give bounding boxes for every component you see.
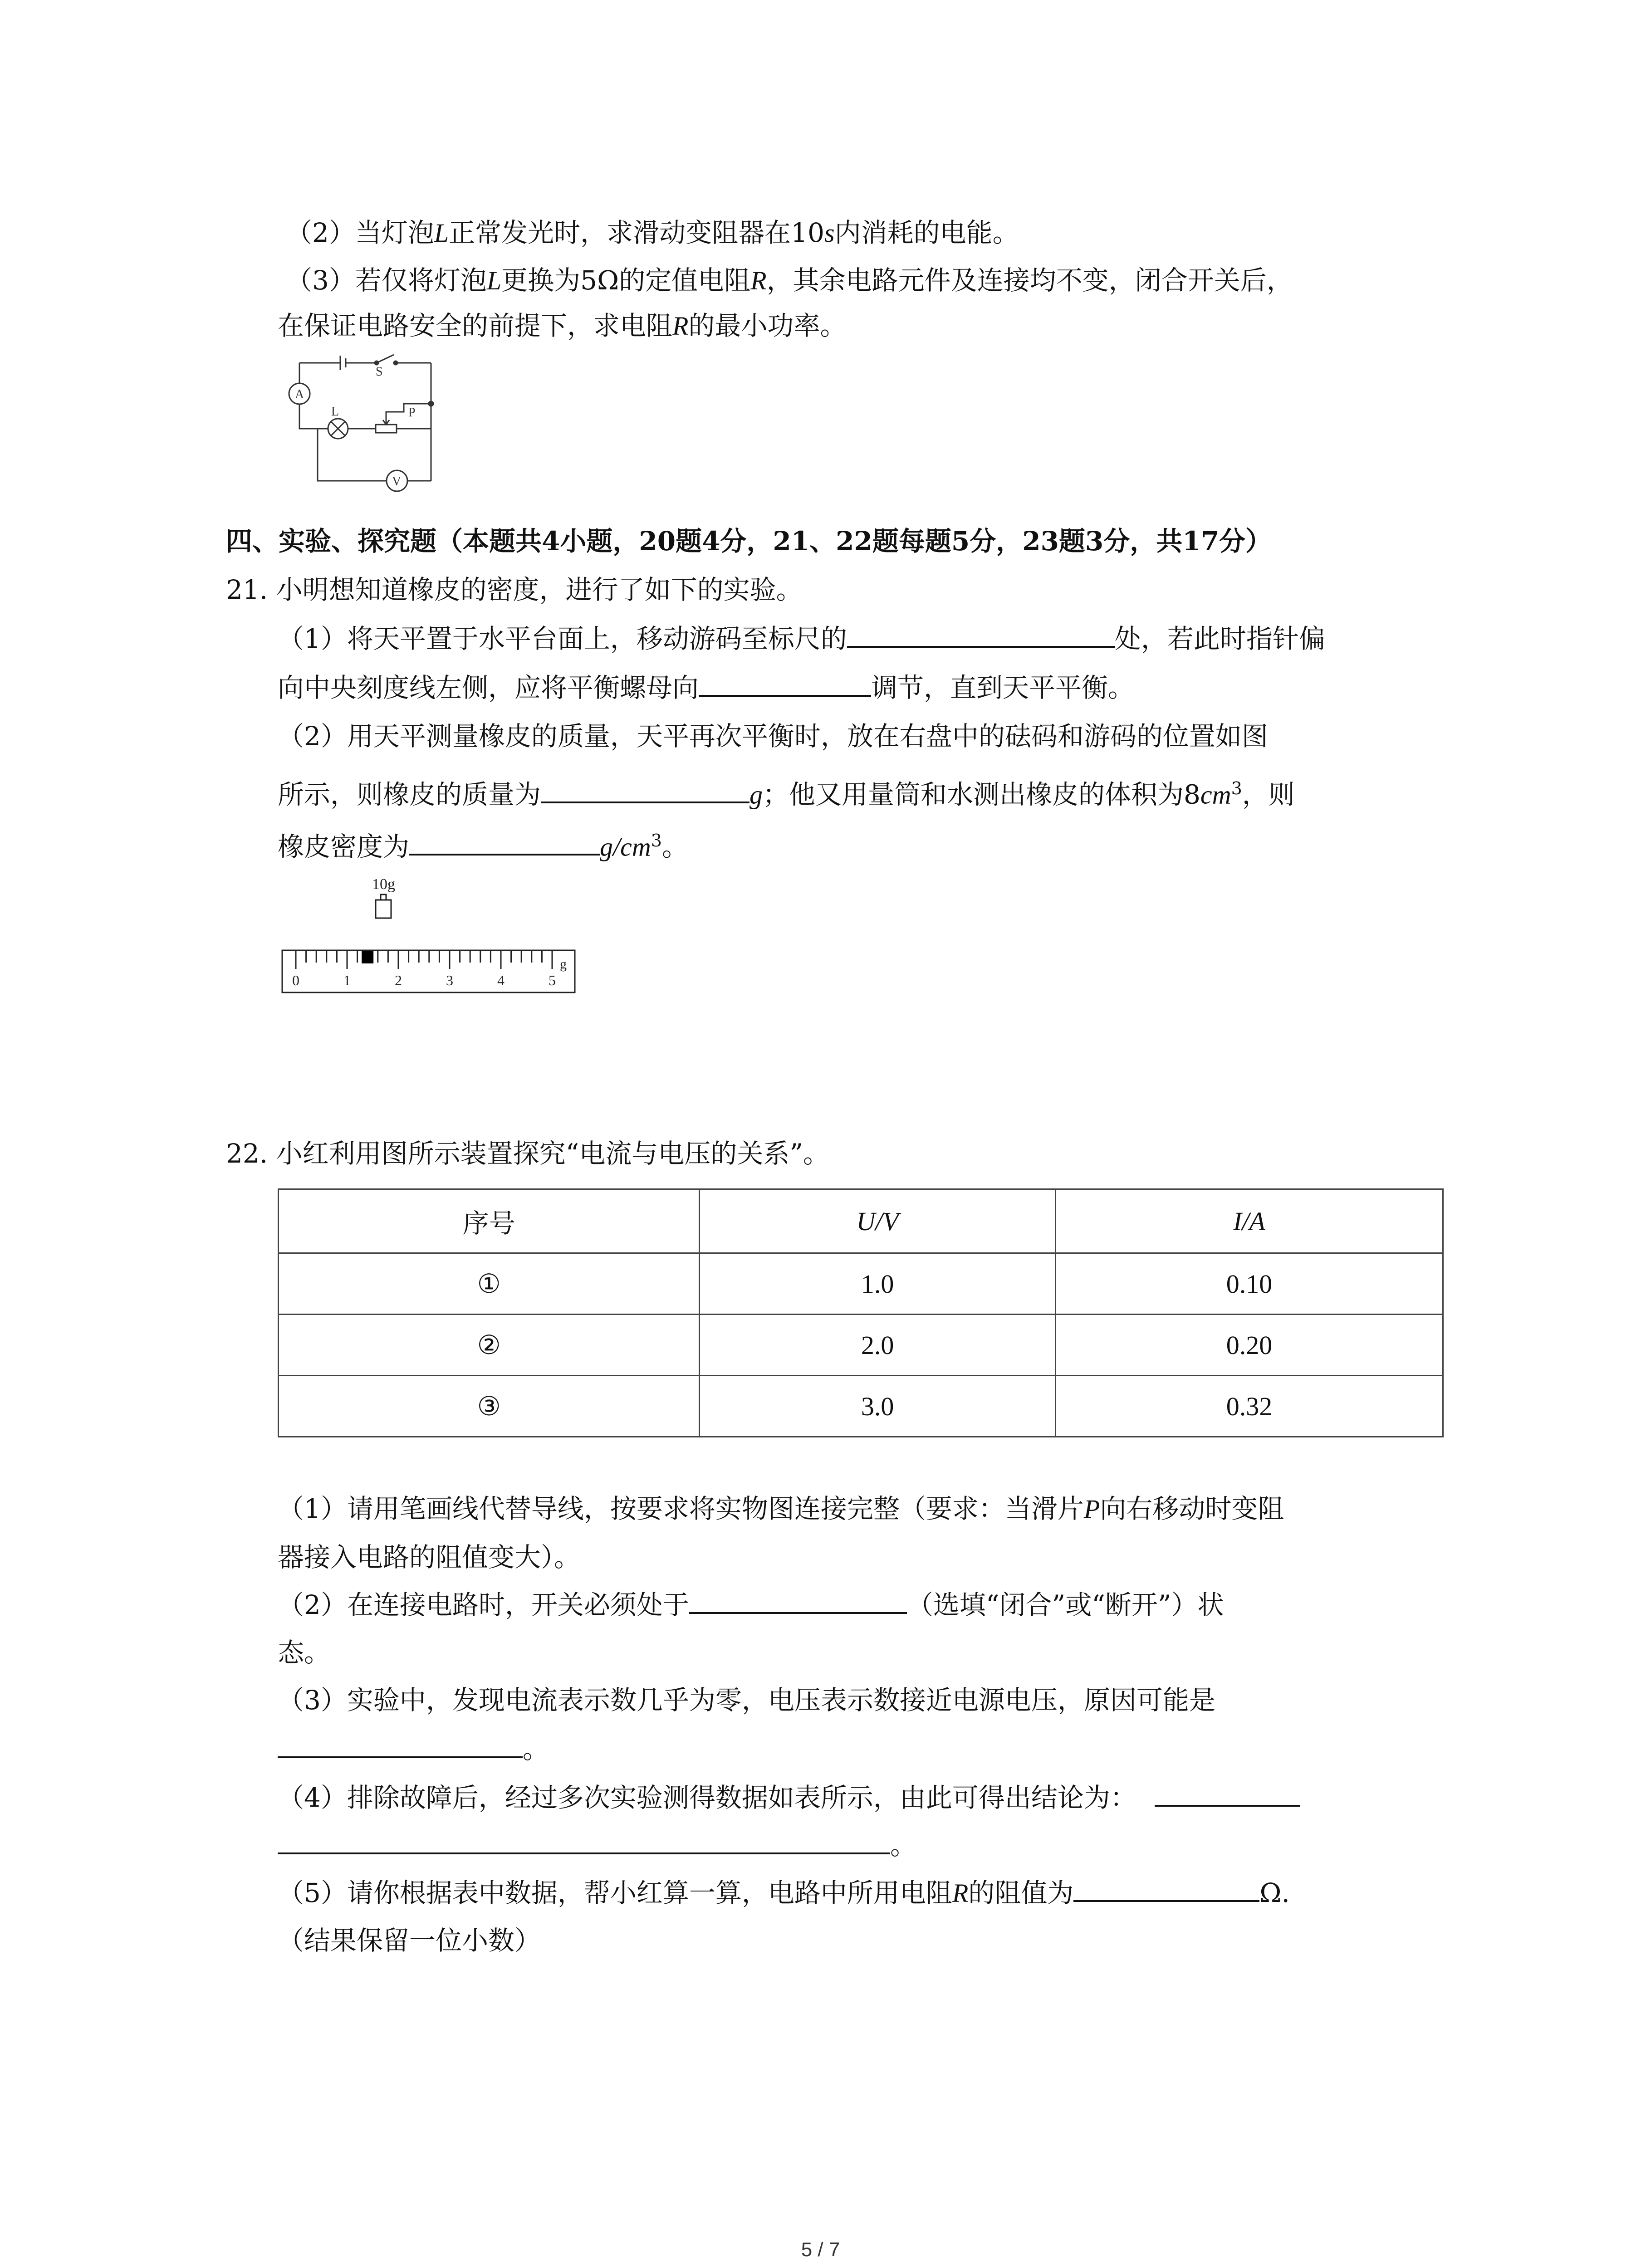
scale-tick-label: 0 bbox=[292, 972, 299, 988]
table-cell: 0.10 bbox=[1055, 1253, 1443, 1315]
table-header-row bbox=[279, 1189, 1443, 1253]
table-cell: 0.20 bbox=[1055, 1315, 1443, 1376]
q22-p4-line1: （4）排除故障后，经过多次实验测得数据如表所示，由此可得出结论为： bbox=[278, 1780, 1300, 1815]
q21-p2-line2: 所示，则橡皮的质量为 g；他又用量筒和水测出橡皮的体积为$8cm^3$，则 bbox=[278, 778, 1295, 810]
table-cell: ③ bbox=[279, 1376, 700, 1437]
answer-blank[interactable] bbox=[1155, 1781, 1300, 1807]
q22-p1-line1: （1）请用笔画线代替导线，按要求将实物图连接完整（要求：当滑片P向右移动时变阻 bbox=[278, 1493, 1284, 1524]
table-cell: 2.0 bbox=[700, 1315, 1055, 1376]
data-table bbox=[278, 1188, 1444, 1437]
answer-blank[interactable] bbox=[1073, 1877, 1259, 1902]
q22-p5-line2: （结果保留一位小数） bbox=[278, 1925, 541, 1956]
scale-tick-label: 1 bbox=[343, 972, 351, 988]
q20-part3-line2: 在保证电路安全的前提下，求电阻R的最小功率。 bbox=[278, 310, 847, 341]
q20-part2: （2）当灯泡L正常发光时，求滑动变阻器在10s内消耗的电能。 bbox=[286, 217, 1019, 248]
q22-p5-line1: （5）请你根据表中数据，帮小红算一算，电路中所用电阻R的阻值为 Ω. bbox=[278, 1877, 1290, 1908]
table-header: U/V bbox=[700, 1189, 1055, 1253]
table-row bbox=[279, 1315, 1443, 1376]
table-cell: 3.0 bbox=[700, 1376, 1055, 1437]
section-heading: 四、实验、探究题（本题共4小题，20题4分，21、22题每题5分，23题3分，共17分） bbox=[226, 526, 1272, 557]
answer-blank[interactable] bbox=[699, 671, 871, 697]
table-cell: ① bbox=[279, 1253, 700, 1315]
scale-tick-label: 4 bbox=[497, 972, 505, 988]
q21-p1-line1: （1）将天平置于水平台面上，移动游码至标尺的 处，若此时指针偏 bbox=[278, 623, 1325, 654]
q22-p2-line1: （2）在连接电路时，开关必须处于 （选填“闭合”或“断开”）状 bbox=[278, 1589, 1224, 1620]
q22-p2-line2: 态。 bbox=[278, 1637, 331, 1668]
circuit-label-l: L bbox=[331, 405, 339, 419]
q22-p1-line2: 器接入电路的阻值变大）。 bbox=[278, 1542, 581, 1573]
circuit-label-p: P bbox=[408, 406, 416, 420]
table-cell: 0.32 bbox=[1055, 1376, 1443, 1437]
q22-p3-line2: 。 bbox=[278, 1732, 549, 1766]
q22-p4-line2: 。 bbox=[278, 1828, 916, 1862]
q20-part3-line1: （3）若仅将灯泡L更换为5Ω的定值电阻R，其余电路元件及连接均不变，闭合开关后， bbox=[286, 265, 1293, 296]
scale-rider bbox=[362, 951, 373, 963]
q21-p1-line2: 向中央刻度线左侧，应将平衡螺母向 调节，直到天平平衡。 bbox=[278, 672, 1135, 703]
table-header: 序号 bbox=[279, 1189, 700, 1253]
answer-blank[interactable] bbox=[409, 830, 600, 855]
scale-tick-label: 3 bbox=[446, 972, 453, 988]
scale-tick-label: 2 bbox=[395, 972, 402, 988]
table-cell: ② bbox=[279, 1315, 700, 1376]
table-header: I/A bbox=[1055, 1189, 1443, 1253]
page-number: 5 / 7 bbox=[801, 2239, 840, 2261]
q22-stem: 22. 小红利用图所示装置探究“电流与电压的关系”。 bbox=[226, 1138, 829, 1169]
q21-p2-line3: 橡皮密度为 $g/cm^3$。 bbox=[278, 831, 688, 862]
balance-scale-diagram bbox=[277, 866, 585, 1002]
weight-icon bbox=[376, 894, 391, 918]
weight-label: 10g bbox=[372, 876, 395, 893]
q21-p2-line1: （2）用天平测量橡皮的质量，天平再次平衡时，放在右盘中的砝码和游码的位置如图 bbox=[278, 721, 1268, 752]
circuit-label-a: A bbox=[295, 387, 304, 401]
table-cell: 1.0 bbox=[700, 1253, 1055, 1315]
circuit-diagram bbox=[272, 349, 445, 494]
table-row bbox=[279, 1253, 1443, 1315]
q21-stem: 21. 小明想知道橡皮的密度，进行了如下的实验。 bbox=[226, 574, 803, 605]
scale-unit: g bbox=[560, 957, 567, 972]
circuit-label-s: S bbox=[376, 365, 383, 379]
scale-tick-label: 5 bbox=[549, 972, 556, 988]
answer-blank[interactable] bbox=[278, 1829, 890, 1854]
answer-blank[interactable] bbox=[278, 1733, 523, 1758]
answer-blank[interactable] bbox=[847, 622, 1115, 648]
table-row bbox=[279, 1376, 1443, 1437]
answer-blank[interactable] bbox=[541, 778, 749, 803]
q22-p3-line1: （3）实验中，发现电流表示数几乎为零，电压表示数接近电源电压，原因可能是 bbox=[278, 1685, 1215, 1716]
answer-blank[interactable] bbox=[689, 1589, 907, 1614]
circuit-label-v: V bbox=[392, 474, 402, 489]
